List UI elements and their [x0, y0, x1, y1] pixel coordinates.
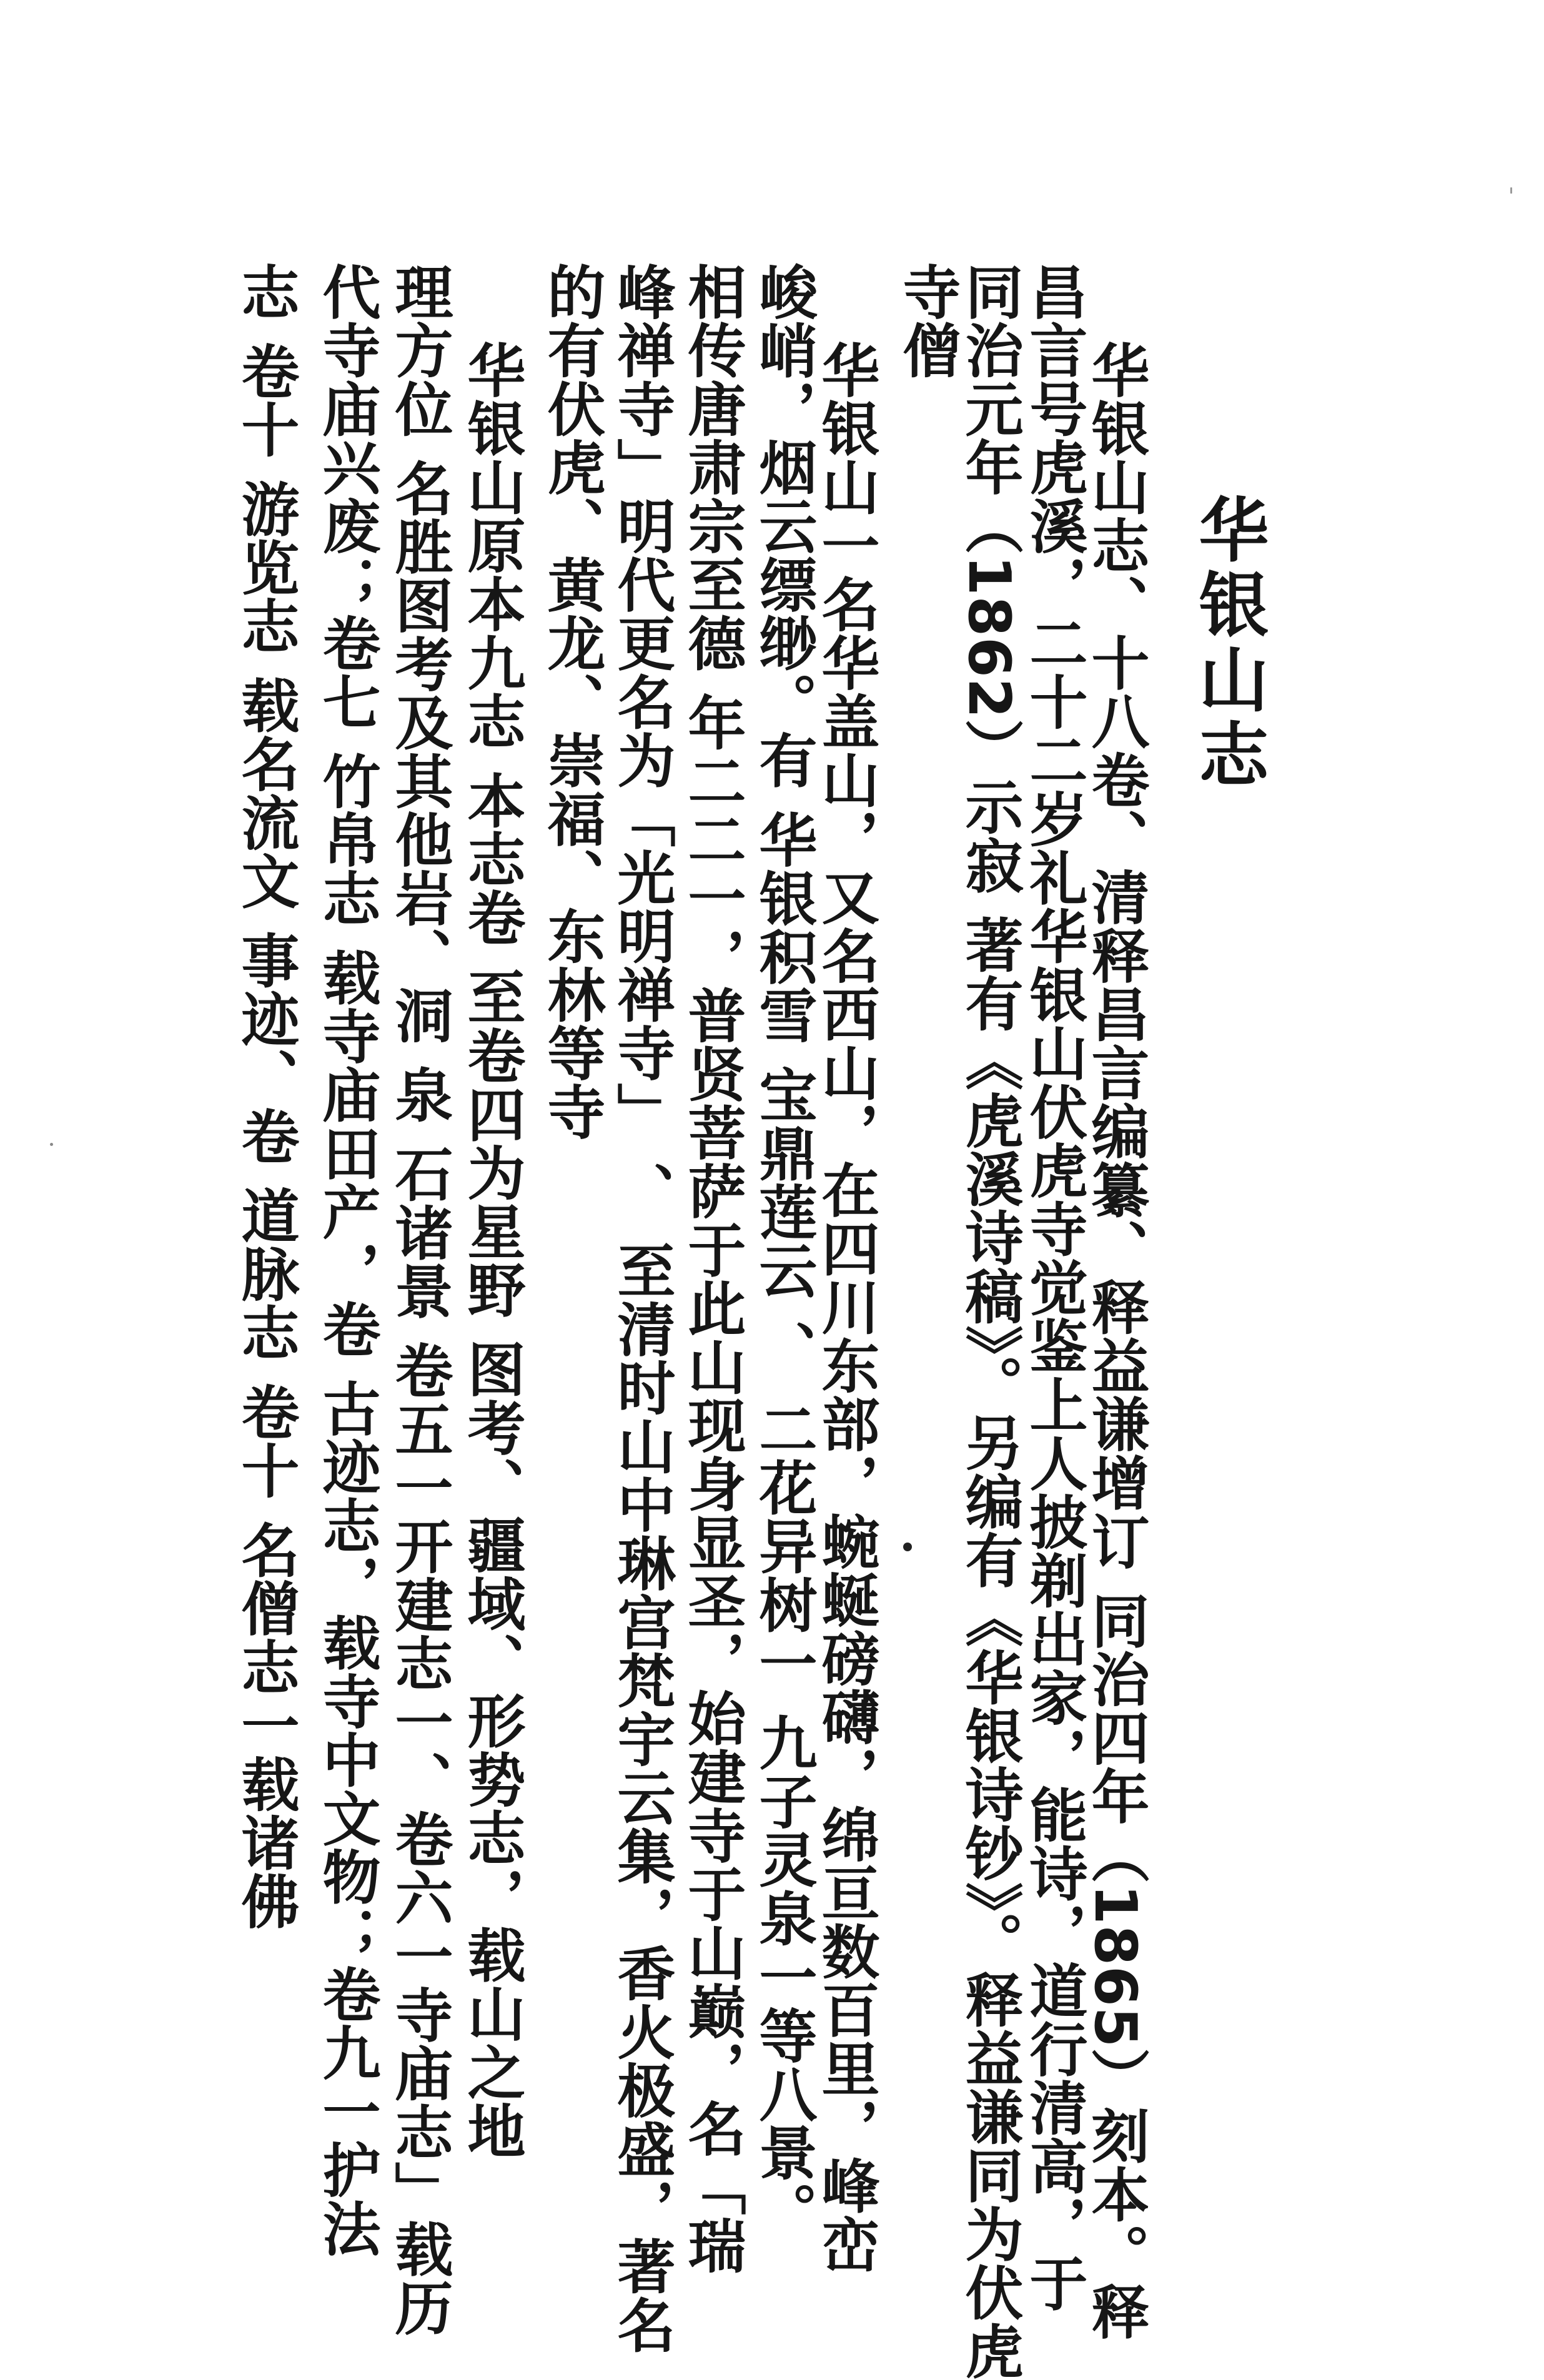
speck-mark: [50, 1143, 53, 1146]
text-column-12: 代寺庙兴废；卷七 竹帛志 载寺庙田产，卷 古迹志，载寺中文物；卷九一护法: [313, 262, 380, 2258]
text-column-8: 峰禅寺」明代更名为「光明禅寺」 、 至清时山中琳宫梵宇云集，香火极盛，著名: [608, 262, 675, 2354]
text-column-4: 寺僧: [893, 262, 961, 380]
text-column-3: 同治元年（1862）示寂 著有《虎溪诗稿》。另编有《华银诗钞》。释益谦同为伏虎: [956, 262, 1023, 2380]
text-column-7: 相传唐肃宗至德 年二二一，普贤菩萨于此山现身显圣，始建寺于山巅，名「瑞: [678, 262, 746, 2275]
text-column-9: 的有伏虎、黄龙、崇福、东林等寺: [538, 262, 605, 1141]
document-title: 华银山志: [1187, 493, 1269, 793]
ink-dot-mark: [903, 1543, 912, 1551]
margin-speck-mark: [1510, 187, 1512, 194]
text-column-2: 昌言号虎溪，二十二岁礼华银山伏虎寺觉鉴上人披剃出家，能诗，道行清高，于: [1020, 262, 1087, 2313]
text-column-11: 理方位 名胜图考及其他岩、洞 泉 石诸景 卷五一开建志一、卷六一寺庙志」载历: [385, 262, 453, 2337]
text-column-5: 华银山一名华盖山，又名西山，在四川东部，蜿蜒磅礴，绵亘数百里，峰峦: [812, 340, 879, 2274]
text-column-1: 华银山志、十八卷、清释昌言编纂、释益谦增订 同治四年（1865）刻本。释: [1082, 340, 1149, 2341]
text-column-13: 志 卷十 游览志 载名流文 事迹、卷 道脉志 卷十 名僧志一载诸佛: [232, 262, 299, 1931]
text-column-6: 峻峭，烟云缥缈。有 华银积雪 宝鼎莲云 、 二花异树一 九子灵泉一等八景。: [750, 262, 817, 2241]
text-column-10: 华银山原本九志 本志卷 至卷四为星野 图考、疆域、形势志，载山之地: [458, 340, 525, 2160]
